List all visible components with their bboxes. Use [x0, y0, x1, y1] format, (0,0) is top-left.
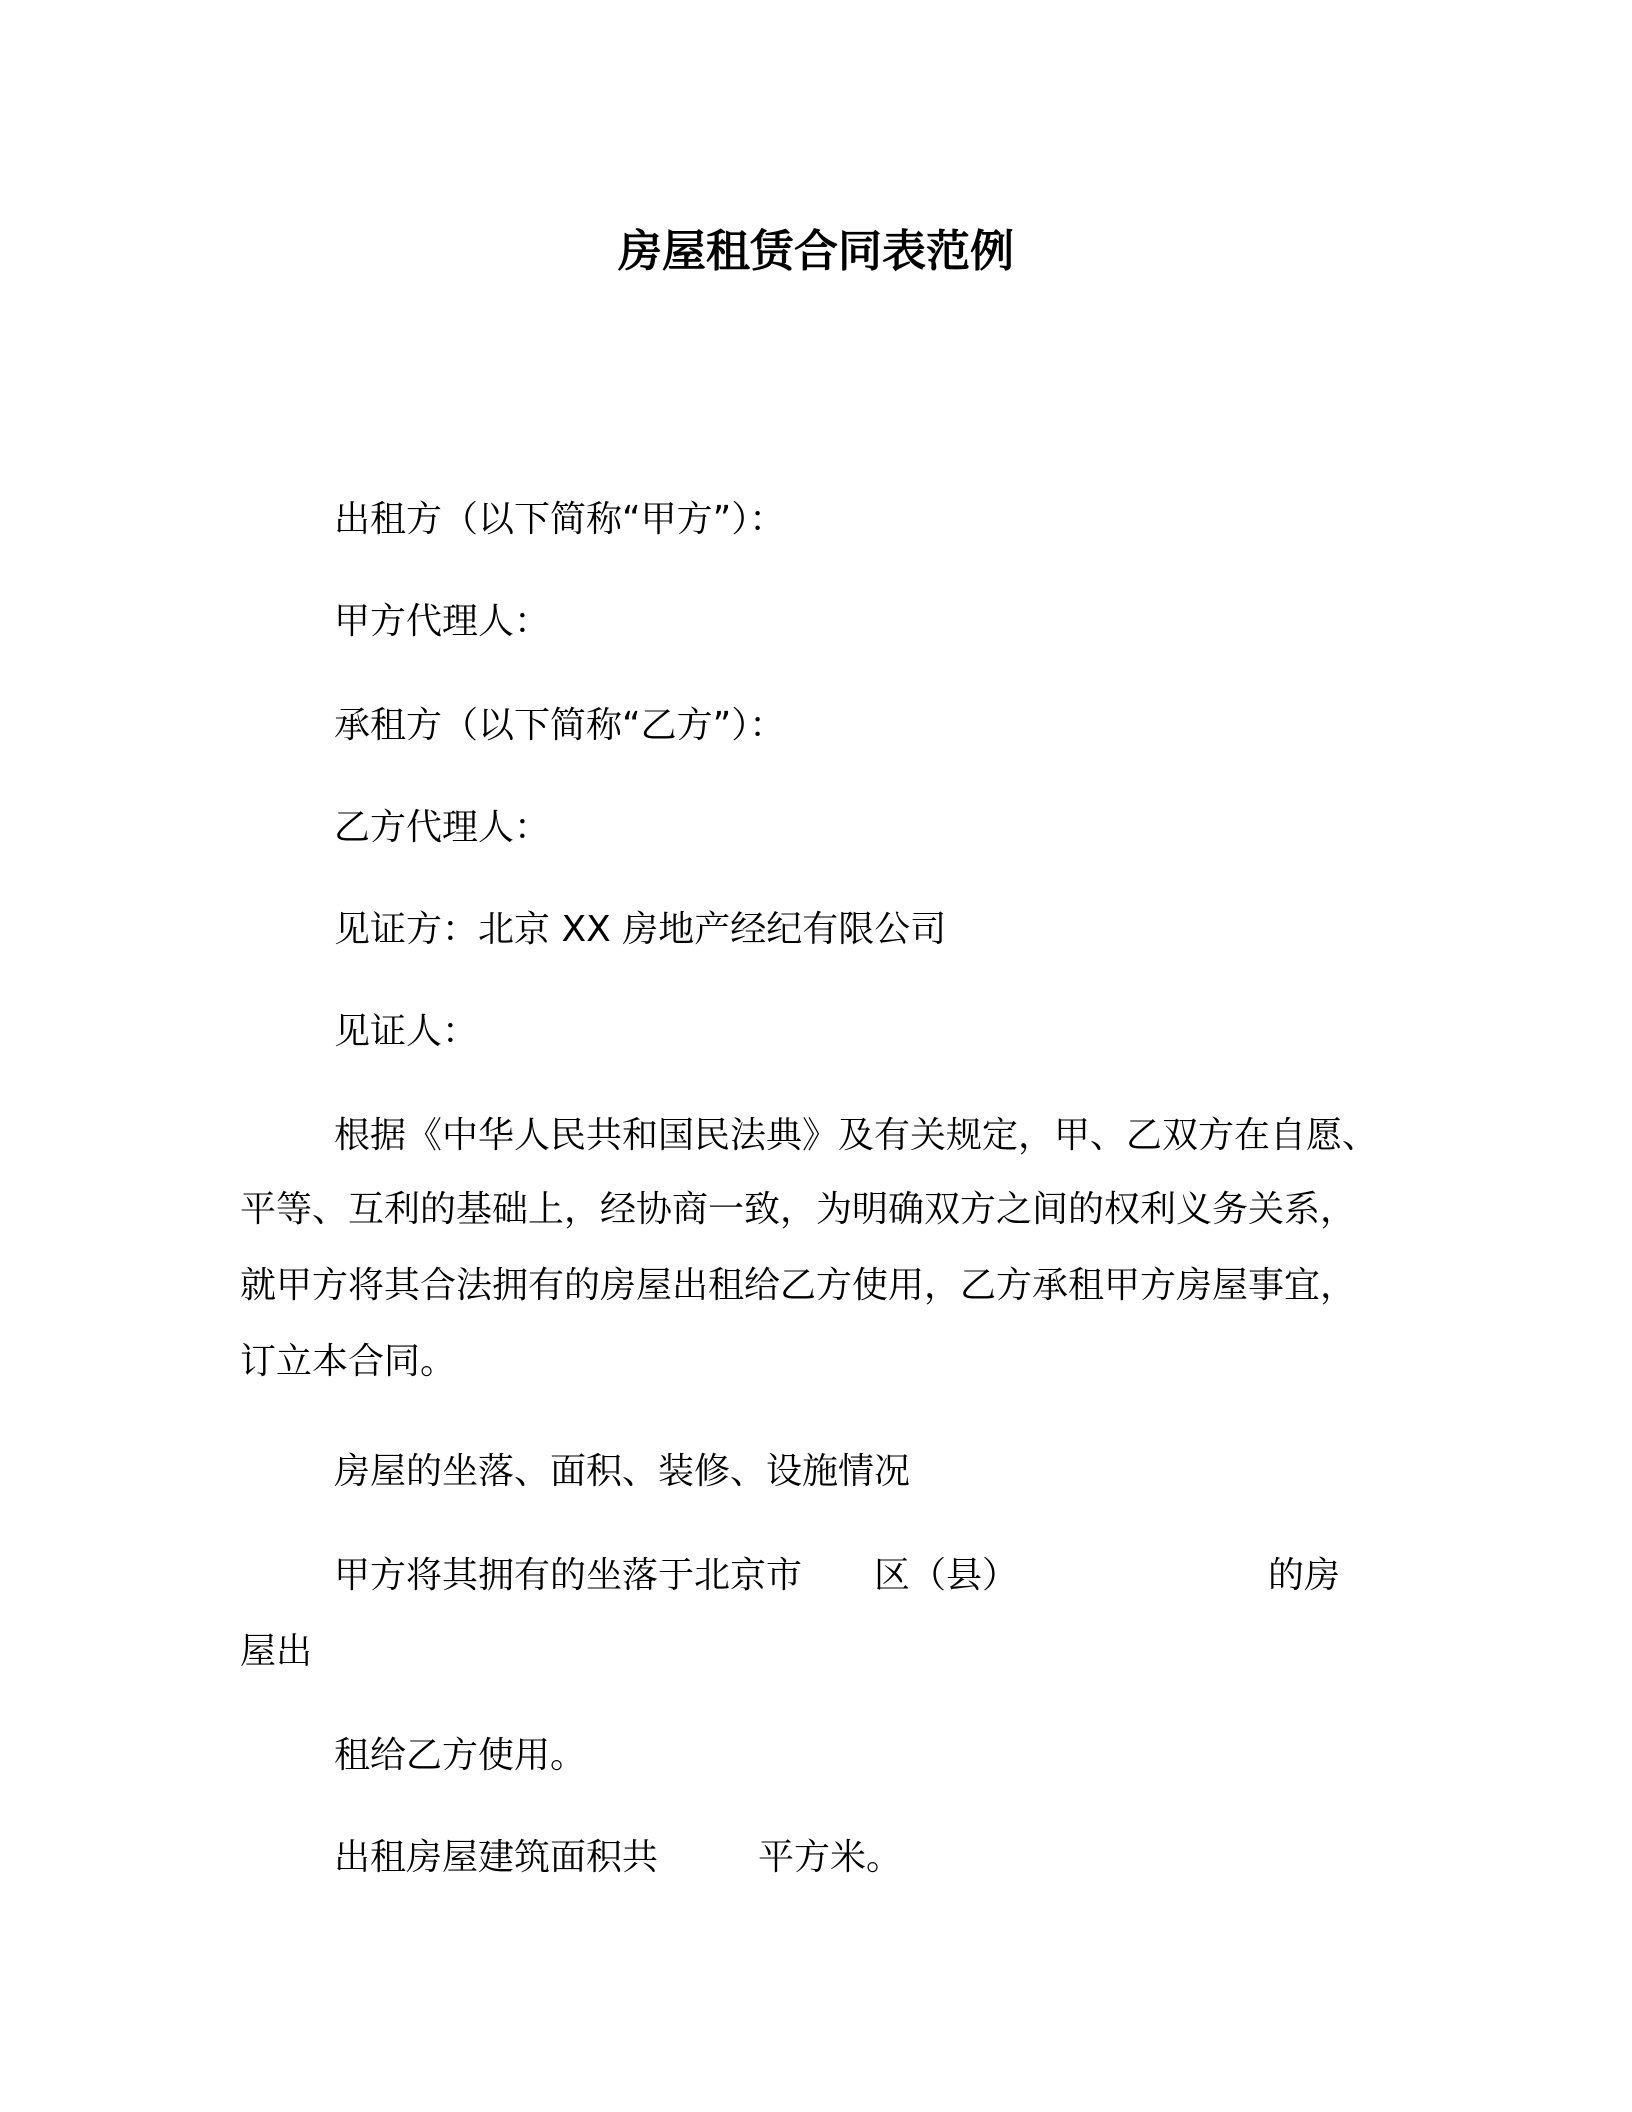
location-line-3: 租给乙方使用。 [334, 1735, 587, 1776]
location-line-1-part-1: 甲方将其拥有的坐落于北京市 [334, 1555, 803, 1596]
intro-line-4: 订立本合同。 [240, 1341, 457, 1382]
intro-line-1: 根据《中华人民共和国民法典》及有关规定，甲、乙双方在自愿、 [334, 1115, 1379, 1156]
location-line-1-part-3: 的房 [1268, 1555, 1341, 1596]
lessee-agent-line: 乙方代理人： [334, 807, 551, 848]
document-title: 房屋租赁合同表范例 [618, 226, 1014, 277]
area-line-part-2: 平方米。 [758, 1837, 903, 1878]
lessor-agent-line: 甲方代理人： [334, 601, 551, 642]
section-heading: 房屋的坐落、面积、装修、设施情况 [334, 1451, 911, 1492]
witness-person-line: 见证人： [334, 1011, 479, 1052]
lessee-line: 承租方（以下简称“乙方”）： [334, 705, 786, 746]
intro-line-2: 平等、互利的基础上，经协商一致，为明确双方之间的权利义务关系， [240, 1189, 1357, 1230]
witness-party-line: 见证方：北京 XX 房地产经纪有限公司 [334, 909, 947, 950]
area-line-part-1: 出租房屋建筑面积共 [334, 1837, 659, 1878]
location-line-2: 屋出 [240, 1631, 313, 1672]
lessor-line: 出租方（以下简称“甲方”）： [334, 499, 786, 540]
intro-line-3: 就甲方将其合法拥有的房屋出租给乙方使用，乙方承租甲方房屋事宜， [240, 1265, 1357, 1306]
location-line-1-part-2: 区（县） [874, 1555, 1019, 1596]
